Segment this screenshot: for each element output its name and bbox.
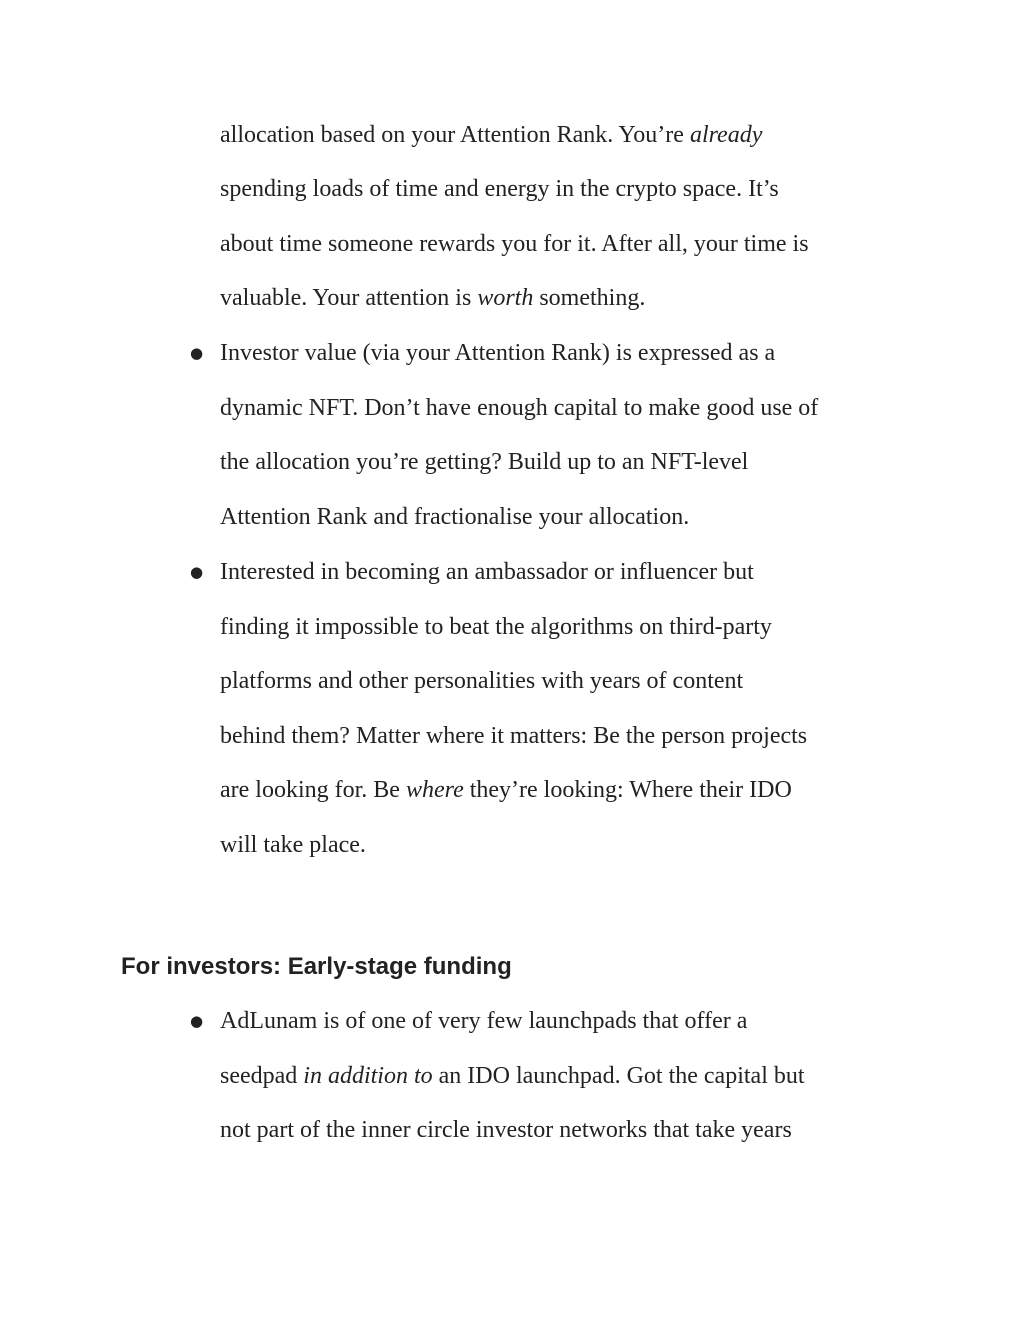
- bullet-icon: ●: [190, 1012, 204, 1030]
- text-span: are looking for. Be: [220, 777, 406, 803]
- text-span: seedpad: [220, 1063, 304, 1089]
- list-item-line: behind them? Matter where it matters: Be the person projects: [220, 723, 808, 749]
- text-span: something.: [533, 285, 646, 311]
- emphasis-text: worth: [477, 285, 534, 311]
- paragraph-line: about time someone rewards you for it. After all, your time is: [220, 231, 809, 257]
- list-item-line: not part of the inner circle investor networks that take years: [220, 1117, 792, 1143]
- text-span: valuable. Your attention is: [220, 285, 478, 311]
- list-item-line: AdLunam is of one of very few launchpads that offer a: [220, 1008, 748, 1034]
- emphasis-text: already: [689, 122, 763, 148]
- bullet-icon: ●: [190, 344, 204, 362]
- text-span: allocation based on your Attention Rank. You’re: [220, 122, 690, 148]
- list-item-line: finding it impossible to beat the algorithms on third-party: [220, 614, 772, 640]
- list-item-line: will take place.: [220, 832, 366, 858]
- list-item-line: the allocation you’re getting? Build up to an NFT-level: [220, 449, 749, 475]
- list-item-line: platforms and other personalities with years of content: [220, 668, 744, 694]
- text-span: they’re looking: Where their IDO: [463, 777, 792, 803]
- paragraph-line: [220, 283, 645, 313]
- emphasis-text: where: [405, 777, 464, 803]
- list-item-line: dynamic NFT. Don’t have enough capital to make good use of: [220, 395, 819, 421]
- list-item-line: [220, 775, 792, 805]
- section-heading: For investors: Early-stage funding: [121, 953, 512, 980]
- list-item-line: Investor value (via your Attention Rank) is expressed as a: [220, 340, 776, 366]
- bullet-icon: ●: [190, 563, 204, 581]
- list-item-line: Attention Rank and fractionalise your allocation.: [220, 504, 690, 530]
- paragraph-line: [220, 120, 762, 150]
- list-item-line: [220, 1061, 805, 1091]
- text-span: an IDO launchpad. Got the capital but: [432, 1063, 805, 1089]
- paragraph-line: spending loads of time and energy in the crypto space. It’s: [220, 176, 779, 202]
- emphasis-text: in addition to: [303, 1063, 433, 1089]
- list-item-line: Interested in becoming an ambassador or influencer but: [220, 559, 754, 585]
